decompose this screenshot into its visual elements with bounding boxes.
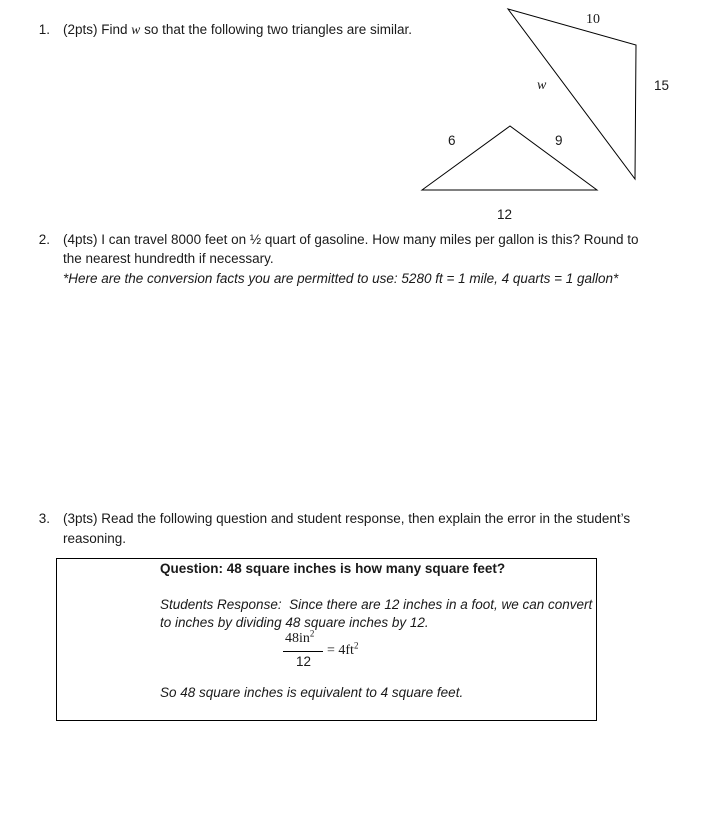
response-label: Students Response: bbox=[160, 597, 282, 612]
numerator-exp: 2 bbox=[309, 628, 315, 639]
large-triangle bbox=[508, 9, 636, 179]
fraction-denominator: 12 bbox=[296, 654, 312, 669]
small-right-side-label: 9 bbox=[555, 133, 563, 148]
q1-number: 1. bbox=[38, 22, 50, 37]
result-exp: 2 bbox=[353, 640, 359, 651]
numerator-base: 48in bbox=[285, 631, 310, 646]
small-left-side-label: 6 bbox=[448, 133, 456, 148]
q1-text: so that the following two triangles are similar. bbox=[144, 22, 412, 37]
large-top-side-label: 10 bbox=[586, 12, 600, 27]
large-right-side-label: 15 bbox=[654, 78, 670, 93]
q2-number: 2. bbox=[38, 232, 50, 247]
fraction-bar bbox=[283, 651, 323, 652]
fraction-numerator bbox=[285, 628, 315, 647]
small-base-label: 12 bbox=[497, 207, 513, 222]
result-base: = 4ft bbox=[327, 643, 354, 658]
q2-line2: the nearest hundredth if necessary. bbox=[63, 251, 274, 266]
q3-line1: (3pts) Read the following question and student response, then explain the error in the student’s bbox=[63, 511, 631, 526]
q1-pts: (2pts) Find bbox=[63, 22, 128, 37]
response-text-1: Since there are 12 inches in a foot, we can convert bbox=[289, 597, 593, 612]
fraction-result bbox=[327, 640, 359, 659]
box-response-line1 bbox=[160, 597, 592, 612]
q2-line1: (4pts) I can travel 8000 feet on ½ quart of gasoline. How many miles per gallon is this? Round to bbox=[63, 232, 639, 247]
box-question: Question: 48 square inches is how many square feet? bbox=[160, 561, 506, 576]
q3-line2: reasoning. bbox=[63, 531, 127, 546]
q3-number: 3. bbox=[38, 511, 50, 526]
large-left-side-label: w bbox=[537, 78, 547, 93]
q1-variable: w bbox=[131, 22, 141, 37]
q2-conversion-note: *Here are the conversion facts you are permitted to use: 5280 ft = 1 mile, 4 quarts = 1 gallon* bbox=[63, 271, 619, 286]
box-response-line2: to inches by dividing 48 square inches by 12. bbox=[160, 615, 429, 630]
box-conclusion: So 48 square inches is equivalent to 4 square feet. bbox=[160, 685, 464, 700]
similar-triangles-figure bbox=[0, 0, 723, 240]
